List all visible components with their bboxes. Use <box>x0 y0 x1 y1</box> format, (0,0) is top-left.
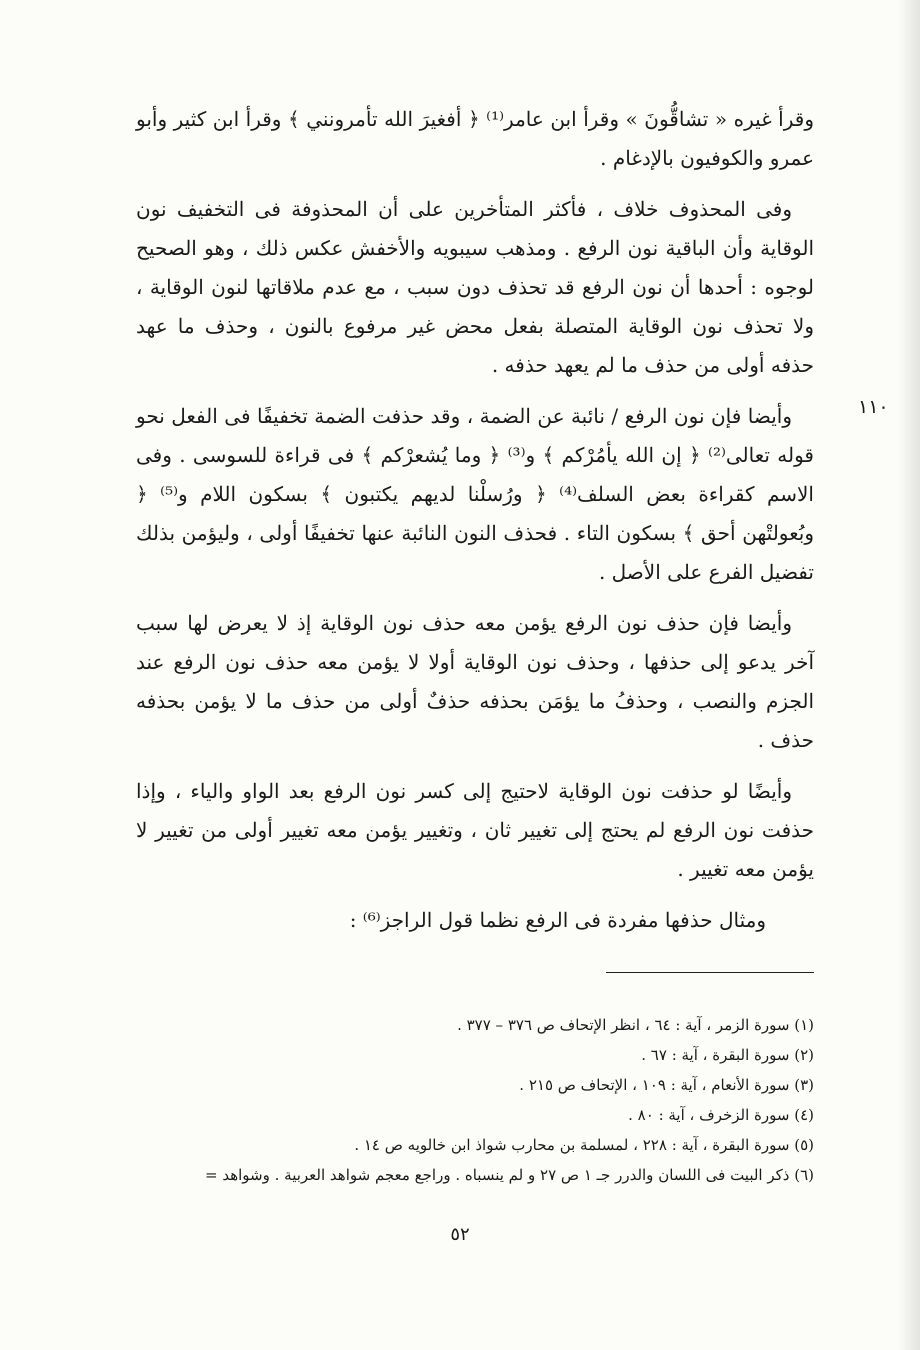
footnote-separator <box>606 972 814 973</box>
footnote-3: (٣) سورة الأنعام ، آية : ١٠٩ ، الإتحاف ص ٢١٥ . <box>519 1076 814 1094</box>
footnotes <box>136 1010 814 1190</box>
paragraph-1: وقرأ غيره « تشاقُّونَ » وقرأ ابن عامر⁽¹⁾ ﴿ أفغيرَ الله تأمرونني ﴾ وقرأ ابن كثير وأبو عمرو والكوفيون بالإدغام . <box>136 107 814 170</box>
page-number: ٥٢ <box>450 1224 470 1245</box>
main-text <box>136 100 814 940</box>
paragraph-5: وأيضًا لو حذفت نون الوقاية لاحتيج إلى كسر نون الرفع بعد الواو والياء ، وإذا حذفت نون الرفع لم يحتج إلى تغيير ثان ، وتغيير يؤمن معه تغيير أولى من تغيير لا يؤمن معه تغيير . <box>136 779 814 881</box>
paragraph-2: وفى المحذوف خلاف ، فأكثر المتأخرين على أن المحذوفة فى التخفيف نون الوقاية وأن الباقية نون الرفع . ومذهب سيبويه والأخفش عكس ذلك ، وهو الصحيح لوجوه : أحدها أن نون الرفع قد تحذف دون سبب ، مع عدم ملاقاتها لنون الوقاية ، ولا تحذف نون الوقاية المتصلة بفعل محض غير مرفوع بالنون ، وحذف ما عهد حذفه أولى من حذف ما لم يعهد حذفه . <box>136 197 814 377</box>
margin-reference-number: ١١٠ <box>858 396 889 418</box>
paragraph-3: وأيضا فإن نون الرفع / نائبة عن الضمة ، وقد حذفت الضمة تخفيفًا فى الفعل نحو قوله تعالى⁽²⁾ ﴿ إن الله يأمُرْكم ﴾ و⁽³⁾ ﴿ وما يُشعرْكم ﴾ فى قراءة للسوسى . وفى الاسم كقراءة بعض السلف⁽⁴⁾ ﴿ ورُسلْنا لديهم يكتبون ﴾ بسكون اللام و⁽⁵⁾ ﴿ وبُعولتْهن أحق ﴾ بسكون التاء . فحذف النون النائبة عنها تخفيفًا أولى ، وليؤمن بذلك تفضيل الفرع على الأصل . <box>136 404 814 584</box>
footnote-2: (٢) سورة البقرة ، آية : ٦٧ . <box>641 1046 814 1064</box>
spine-shadow <box>898 0 920 1350</box>
paragraph-6: ومثال حذفها مفردة فى الرفع نظما قول الراجز⁽⁶⁾ : <box>349 908 766 932</box>
footnote-6: (٦) ذكر البيت فى اللسان والدرر جـ ١ ص ٢٧ و لم ينسباه . وراجع معجم شواهد العربية . وشواهد = <box>205 1166 814 1184</box>
footnote-5: (٥) سورة البقرة ، آية : ٢٢٨ ، لمسلمة بن محارب شواذ ابن خالويه ص ١٤ . <box>354 1136 814 1154</box>
footnote-4: (٤) سورة الزخرف ، آية : ٨٠ . <box>628 1106 814 1124</box>
paragraph-4: وأيضا فإن حذف نون الرفع يؤمن معه حذف نون الوقاية إذ لا يعرض لها سبب آخر يدعو إلى حذفها ، وحذف نون الوقاية أولا لا يؤمن معه حذف نون الرفع عند الجزم والنصب ، وحذفُ ما يؤمَن بحذفه حذفٌ أولى من حذف ما لا يؤمن بحذفه حذف . <box>136 611 814 752</box>
footnote-1: (١) سورة الزمر ، آية : ٦٤ ، انظر الإتحاف ص ٣٧٦ – ٣٧٧ . <box>457 1016 814 1034</box>
